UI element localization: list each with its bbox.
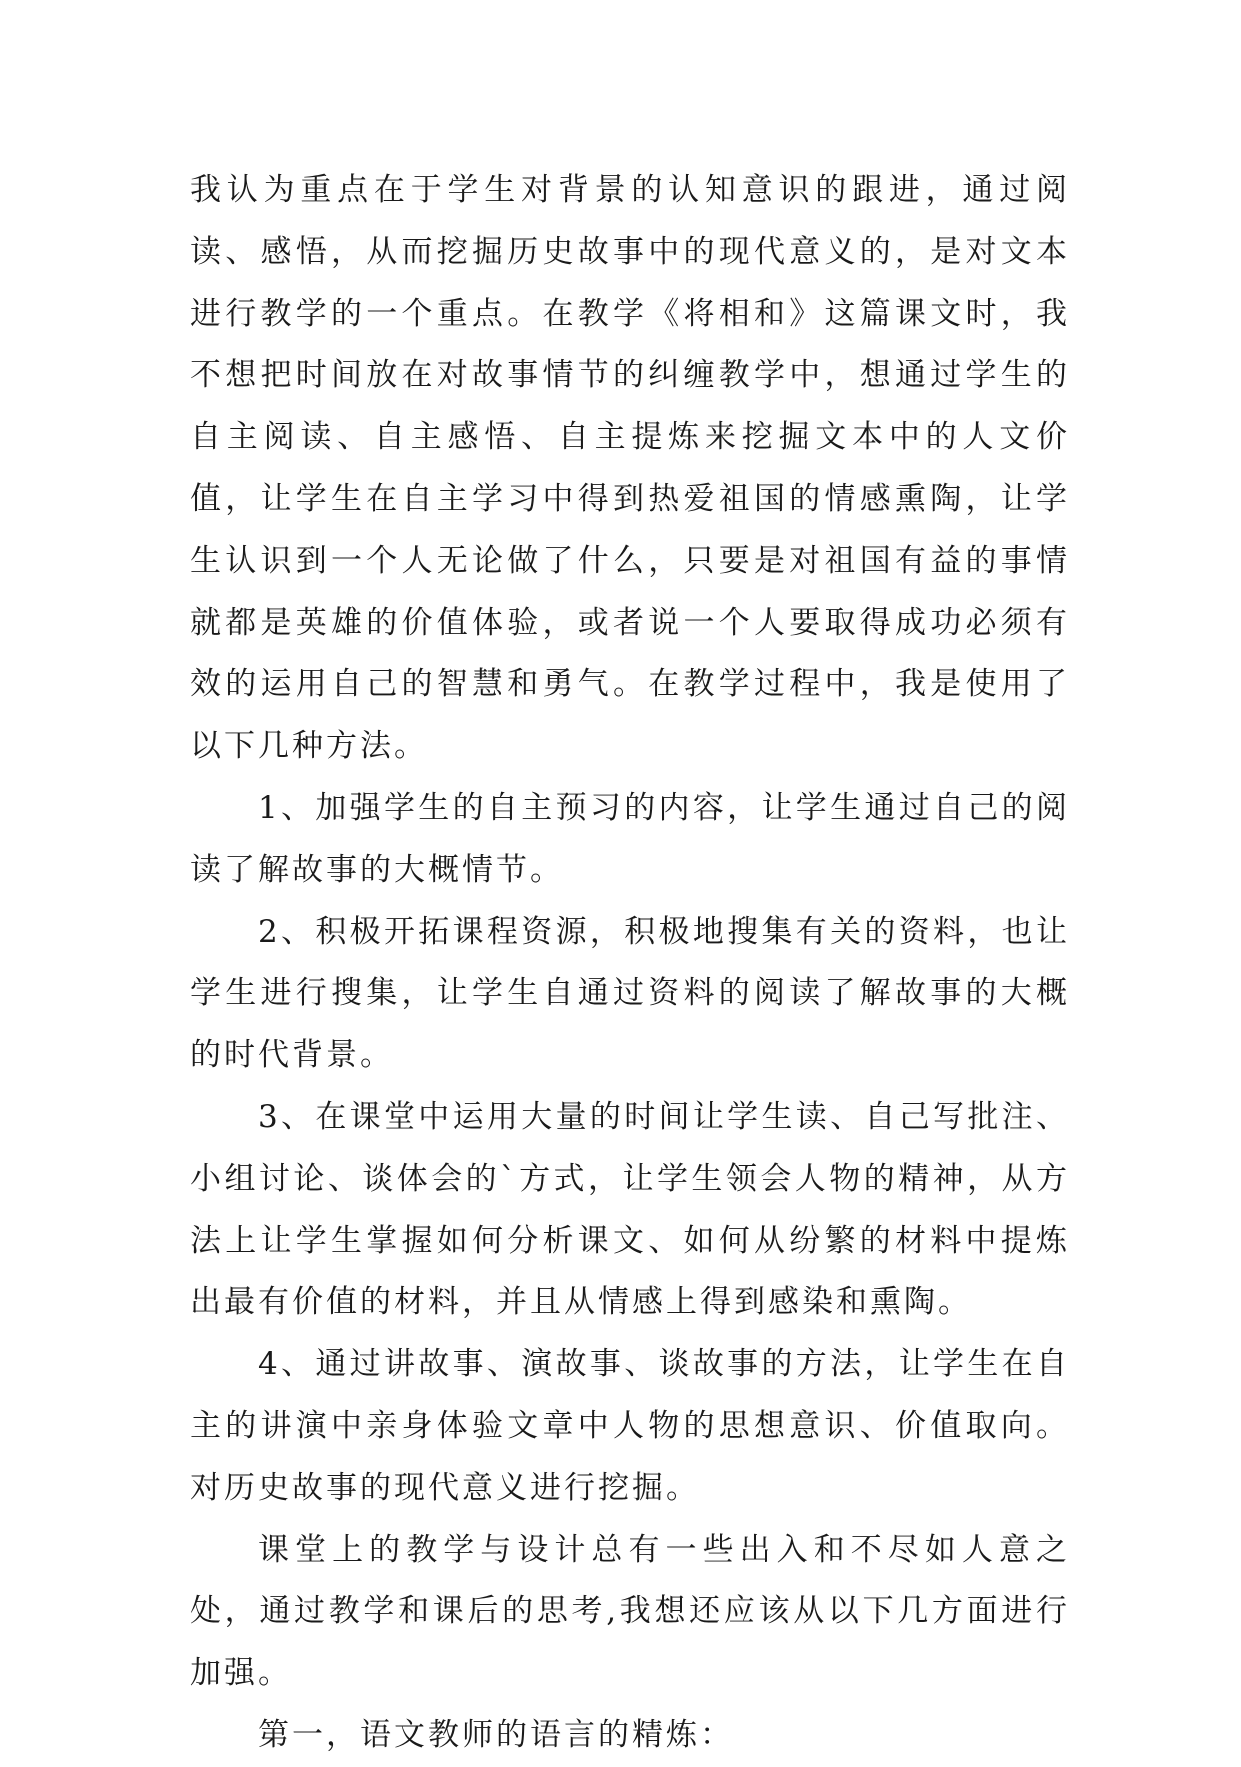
- paragraph-reflection: 课堂上的教学与设计总有一些出入和不尽如人意之处，通过教学和课后的思考,我想还应该从以下几方面进行加强。: [190, 1531, 1070, 1692]
- paragraph-first-point: 第一，语文教师的语言的精炼：: [258, 1716, 734, 1753]
- paragraph-background-awareness: 我认为重点在于学生对背景的认知意识的跟进，通过阅读、感悟，从而挖掘历史故事中的现代意义的，是对文本进行教学的一个重点。在教学《将相和》这篇课文时，我不想把时间放在对故事情节的纠缠教学中，想通过学生的自主阅读、自主感悟、自主提炼来挖掘文本中的人文价值，让学生在自主学习中得到热爱祖国的情感熏陶，让学生认识到一个人无论做了什么，只要是对祖国有益的事情就都是英雄的价值体验，或者说一个人要取得成功必须有效的运用自己的智慧和勇气。在教学过程中，我是使用了以下几种方法。: [190, 172, 1070, 765]
- paragraph-method-2: 2、积极开拓课程资源，积极地搜集有关的资料，也让学生进行搜集，让学生自通过资料的阅读了解故事的大概的时代背景。: [190, 913, 1070, 1074]
- paragraph-method-1: 1、加强学生的自主预习的内容，让学生通过自己的阅读了解故事的大概情节。: [190, 789, 1070, 888]
- document-body: [190, 160, 1070, 1767]
- paragraph-method-4: 4、通过讲故事、演故事、谈故事的方法，让学生在自主的讲演中亲身体验文章中人物的思想意识、价值取向。对历史故事的现代意义进行挖掘。: [190, 1346, 1070, 1506]
- paragraph-method-3: 3、在课堂中运用大量的时间让学生读、自己写批注、小组讨论、谈体会的`方式，让学生领会人物的精神，从方法上让学生掌握如何分析课文、如何从纷繁的材料中提炼出最有价值的材料，并且从情感上得到感染和熏陶。: [190, 1098, 1070, 1321]
